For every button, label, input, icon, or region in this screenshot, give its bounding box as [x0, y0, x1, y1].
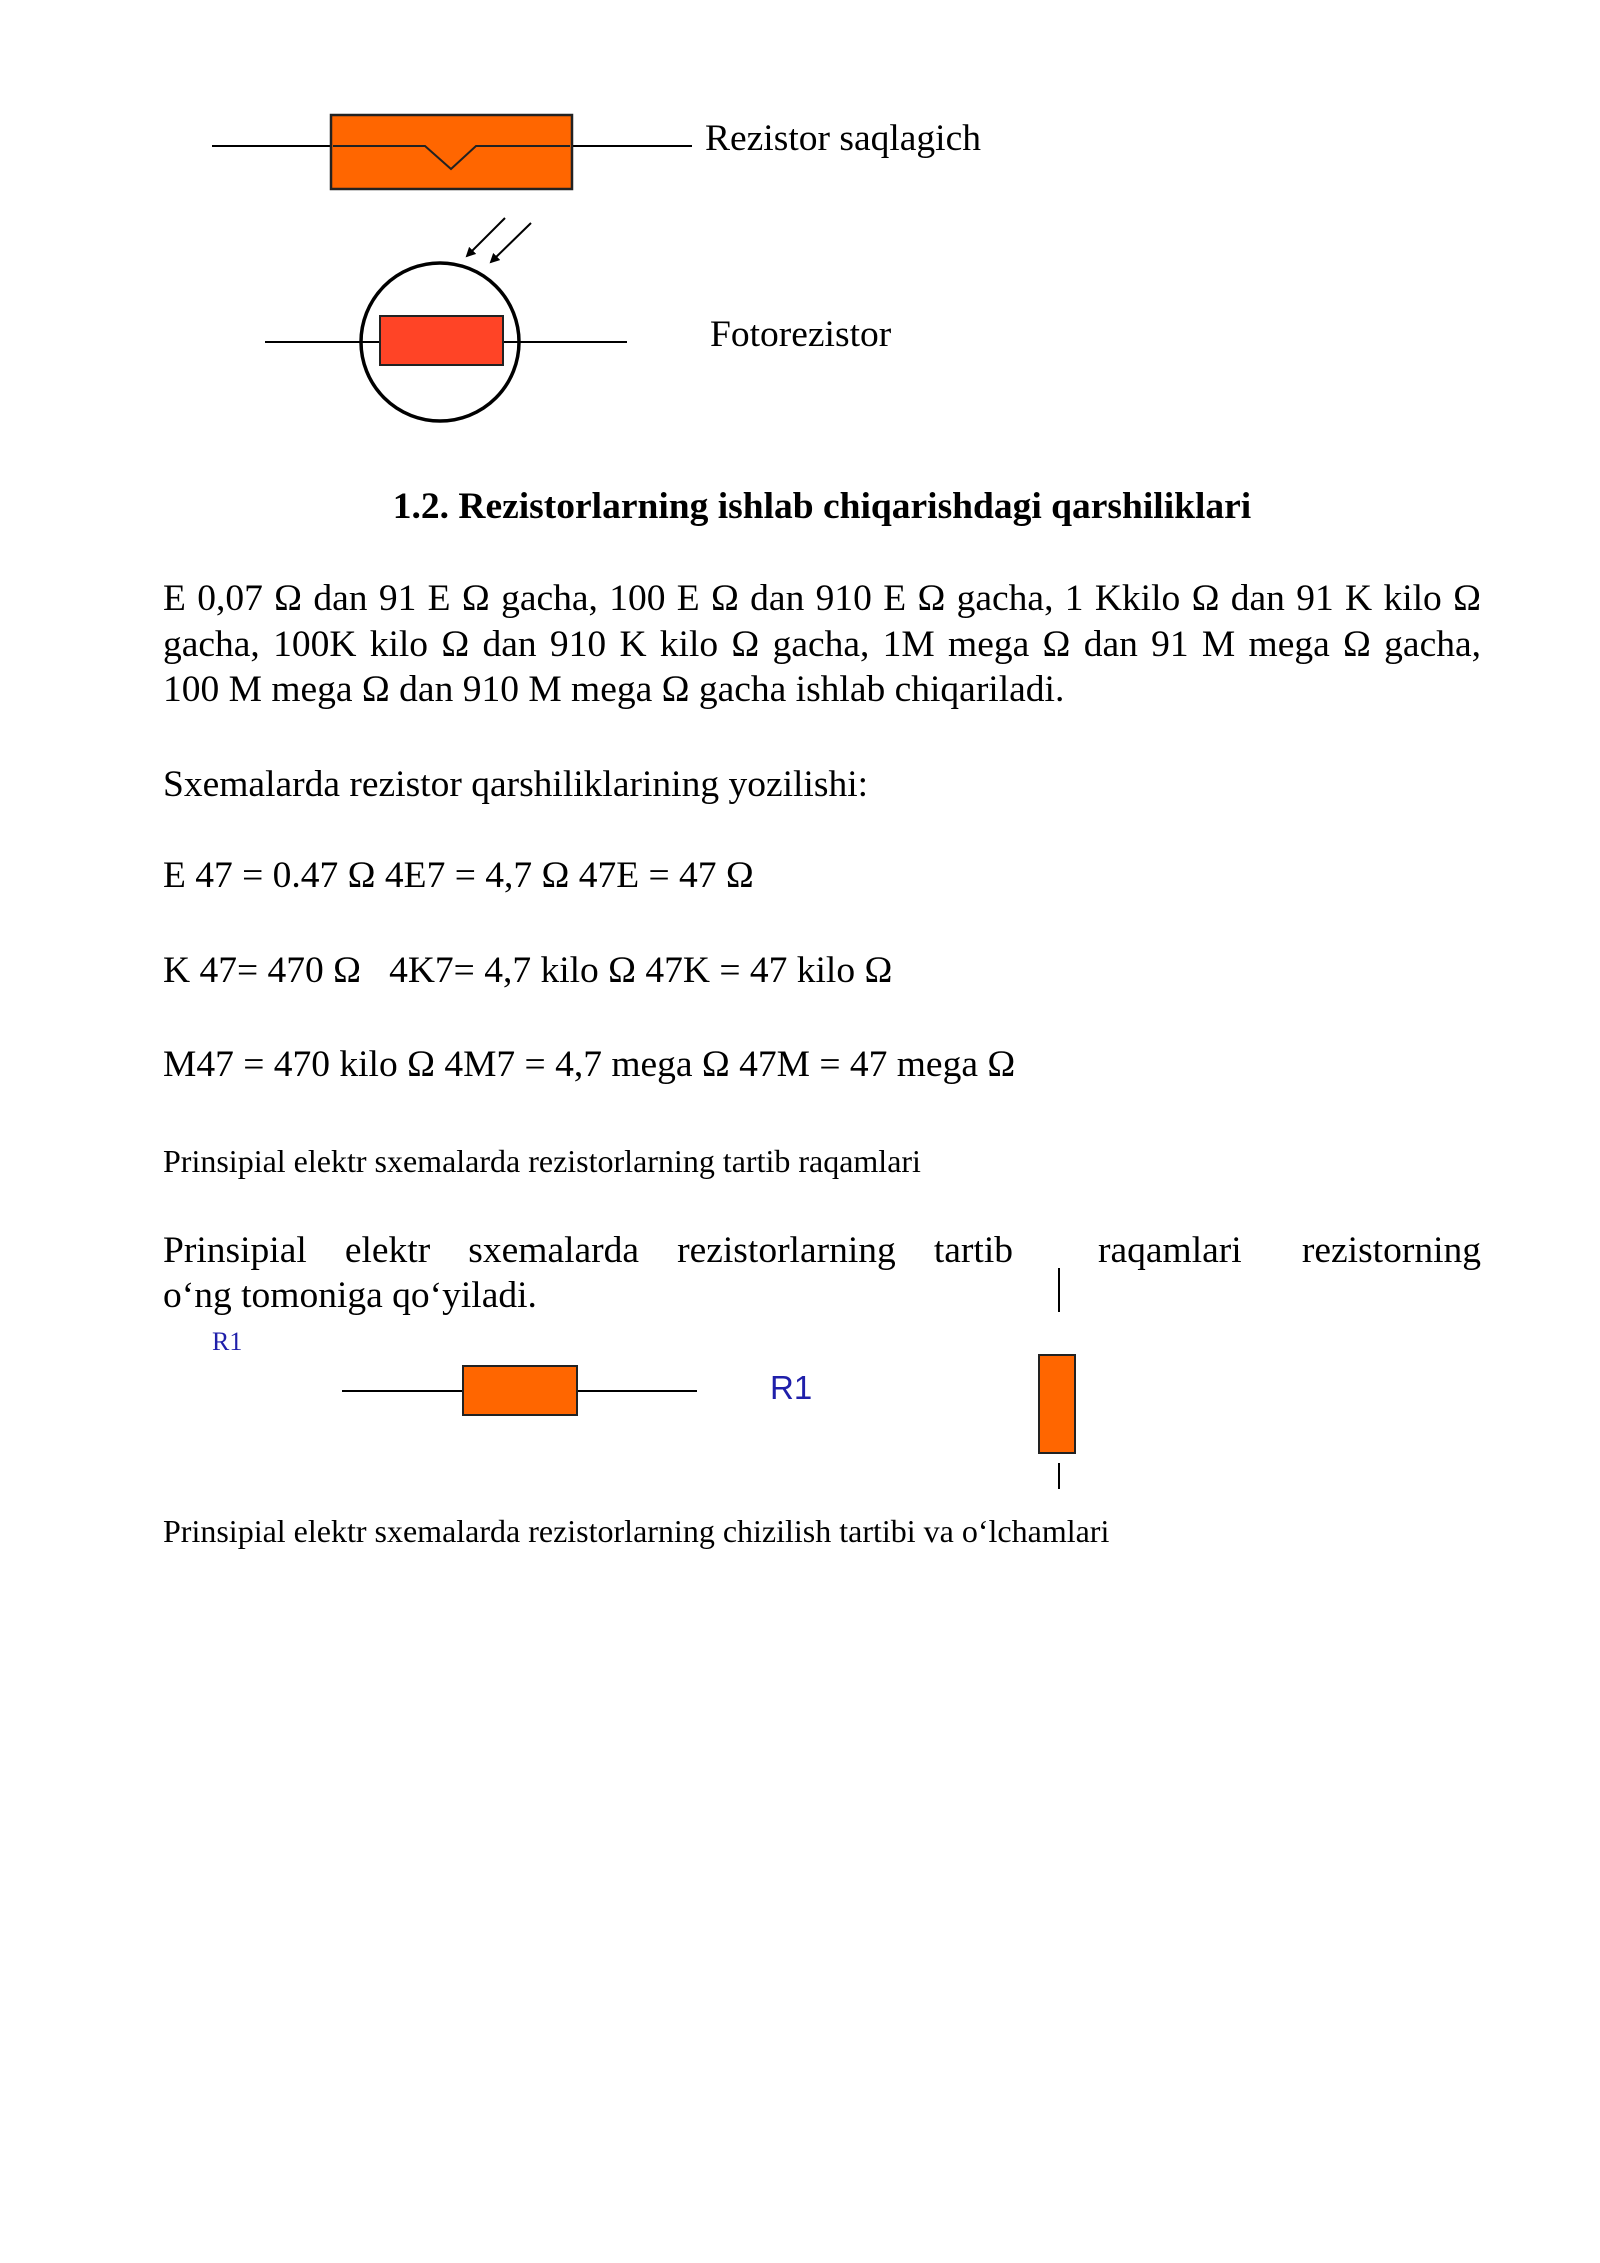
- paragraph-line: E 0,07 Ω dan 91 E Ω gacha, 100 E Ω dan 910 E Ω gacha, 1 Kkilo Ω dan 91 K kilo Ω: [163, 578, 1481, 619]
- fuse-resistor-body: [331, 115, 572, 189]
- paragraph-line: 100 M mega Ω dan 910 M mega Ω gacha ishlab chiqariladi.: [163, 669, 1065, 710]
- horizontal-resistor-symbol: [342, 1366, 697, 1415]
- designator-small-label: R1: [212, 1327, 243, 1356]
- notation-row-k: K 47= 470 Ω 4K7= 4,7 kilo Ω 47K = 47 kilo Ω: [163, 950, 893, 991]
- light-arrow-2: [491, 223, 531, 262]
- paragraph-line: gacha, 100K kilo Ω dan 910 K kilo Ω gacha, 1M mega Ω dan 91 M mega Ω gacha,: [163, 623, 1481, 665]
- notation-intro: Sxemalarda rezistor qarshiliklarining yozilishi:: [163, 764, 869, 805]
- vertical-resistor-body: [1039, 1355, 1075, 1453]
- fuse-resistor-symbol: [212, 115, 692, 189]
- numbering-text-line1-part2-wrap: [1098, 1228, 1481, 1274]
- vertical-resistor-symbol: [1039, 1268, 1075, 1489]
- horizontal-resistor-body: [463, 1366, 577, 1415]
- photoresistor-label: Fotorezistor: [710, 314, 892, 355]
- numbering-text-line2: o‘ng tomoniga qo‘yiladi.: [163, 1275, 537, 1316]
- section-heading: 1.2. Rezistorlarning ishlab chiqarishdagi qarshiliklari: [392, 486, 1252, 527]
- notation-row-e: E 47 = 0.47 Ω 4E7 = 4,7 Ω 47E = 47 Ω: [163, 855, 754, 896]
- numbering-text-line1-part1-wrap: [163, 1228, 1013, 1274]
- numbering-text-segment: raqamlari rezistorning: [1098, 1230, 1481, 1271]
- notation-row-m: M47 = 470 kilo Ω 4M7 = 4,7 mega Ω 47M = 47 mega Ω: [163, 1044, 1016, 1085]
- photoresistor-symbol: [265, 218, 627, 421]
- fuse-resistor-label: Rezistor saqlagich: [705, 118, 981, 159]
- designator-large-label: R1: [770, 1369, 813, 1406]
- numbering-text-segment: Prinsipial elektr sxemalarda rezistorlarning tartib: [163, 1230, 1013, 1271]
- drawing-caption: Prinsipial elektr sxemalarda rezistorlarning chizilish tartibi va o‘lchamlari: [163, 1513, 1110, 1549]
- numbering-caption: Prinsipial elektr sxemalarda rezistorlarning tartib raqamlari: [163, 1143, 921, 1179]
- photoresistor-body: [380, 316, 503, 365]
- light-arrow-1: [467, 218, 505, 256]
- production-range-paragraph: [163, 576, 1481, 713]
